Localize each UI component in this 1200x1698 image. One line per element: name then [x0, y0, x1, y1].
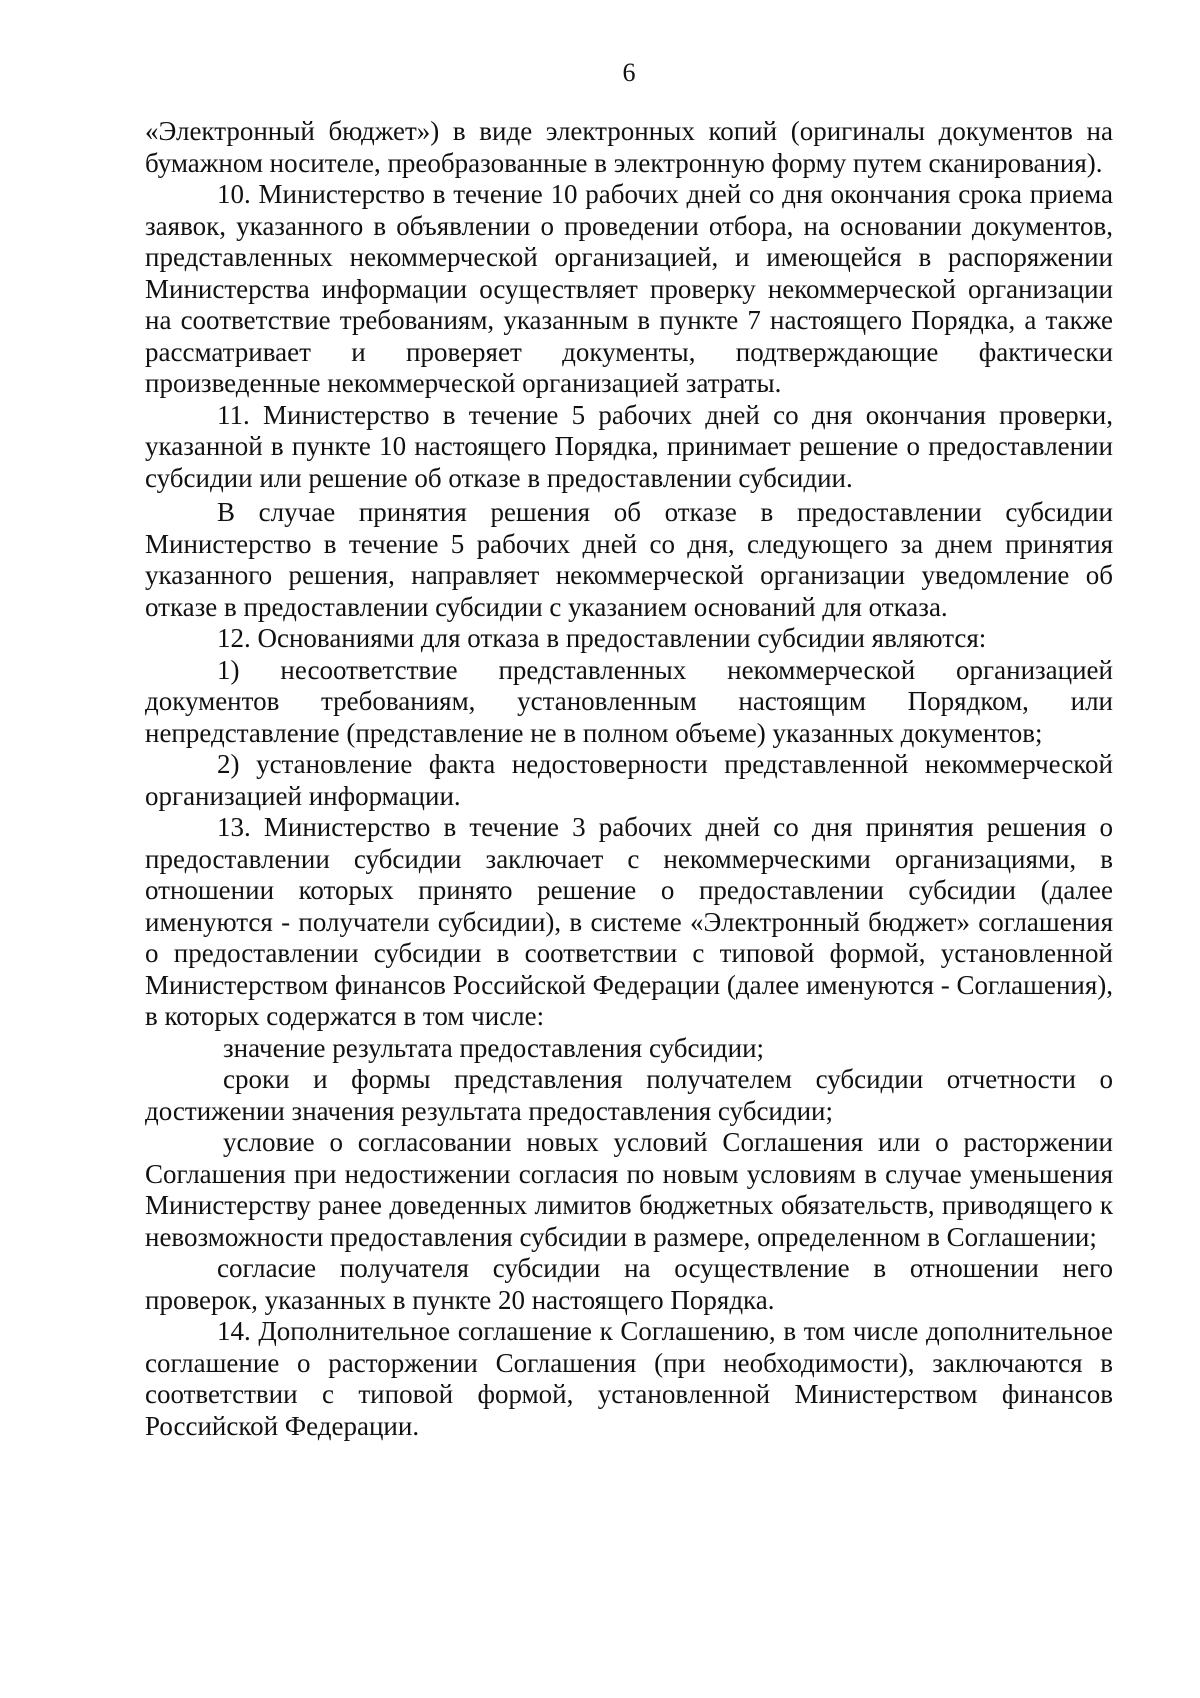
- document-body: [145, 116, 1113, 1442]
- paragraph-continuation: «Электронный бюджет») в виде электронных копий (оригиналы документов на бумажном носителе, преобразованные в электронную форму путем сканирования).: [145, 116, 1113, 178]
- paragraph-item-12-2: 2) установление факта недостоверности представленной некоммерческой организацией информации.: [145, 749, 1113, 811]
- paragraph-item-12-1: 1) несоответствие представленных некоммерческой организацией документов требованиям, установленным настоящим Порядком, или непредставление (представление не в полном объеме) указанных документов;: [145, 654, 1113, 748]
- paragraph-item-12: 12. Основаниями для отказа в предоставлении субсидии являются:: [217, 623, 987, 653]
- paragraph-item-13-result: значение результата предоставления субсидии;: [223, 1032, 765, 1063]
- paragraph-item-13: 13. Министерство в течение 3 рабочих дней со дня принятия решения о предоставлении субсидии заключает с некоммерческими организациями, в отношении которых принято решение о предоставлении субсидии (далее именуются - получатели субсидии), в системе «Электронный бюджет» соглашения о предоставлении субсидии в соответствии с типовой формой, установленной Министерством финансов Российской Федерации (далее именуются - Соглашения), в которых содержатся в том числе:: [145, 812, 1113, 1031]
- paragraph-item-10: 10. Министерство в течение 10 рабочих дней со дня окончания срока приема заявок, указанного в объявлении о проведении отбора, на основании документов, представленных некоммерческой организацией, и имеющейся в распоряжении Министерства информации осуществляет проверку некоммерческой организации на соответствие требованиям, указанным в пункте 7 настоящего Порядка, а также рассматривает и проверяет документы, подтверждающие фактически произведенные некоммерческой организацией затраты.: [145, 179, 1113, 398]
- paragraph-item-14: 14. Дополнительное соглашение к Соглашению, в том числе дополнительное соглашение о расторжении Соглашения (при необходимости), заключаются в соответствии с типовой формой, установленной Министерством финансов Российской Федерации.: [145, 1316, 1113, 1441]
- paragraph-item-11: 11. Министерство в течение 5 рабочих дней со дня окончания проверки, указанной в пункте 10 настоящего Порядка, принимает решение о предоставлении субсидии или решение об отказе в предоставлении субсидии.: [145, 399, 1113, 493]
- paragraph-item-13-consent: согласие получателя субсидии на осуществление в отношении него проверок, указанных в пункте 20 настоящего Порядка.: [145, 1253, 1113, 1315]
- paragraph-refusal-notice: В случае принятия решения об отказе в предоставлении субсидии Министерство в течение 5 рабочих дней со дня, следующего за днем принятия указанного решения, направляет некоммерческой организации уведомление об отказе в предоставлении субсидии с указанием оснований для отказа.: [145, 497, 1113, 622]
- paragraph-item-13-reporting: сроки и формы представления получателем субсидии отчетности о достижении значения результата предоставления субсидии;: [145, 1064, 1113, 1126]
- paragraph-item-13-condition: условие о согласовании новых условий Соглашения или о расторжении Соглашения при недостижении согласия по новым условиям в случае уменьшения Министерству ранее доведенных лимитов бюджетных обязательств, приводящего к невозможности предоставления субсидии в размере, определенном в Соглашении;: [145, 1127, 1113, 1252]
- page-number: 6: [622, 58, 636, 87]
